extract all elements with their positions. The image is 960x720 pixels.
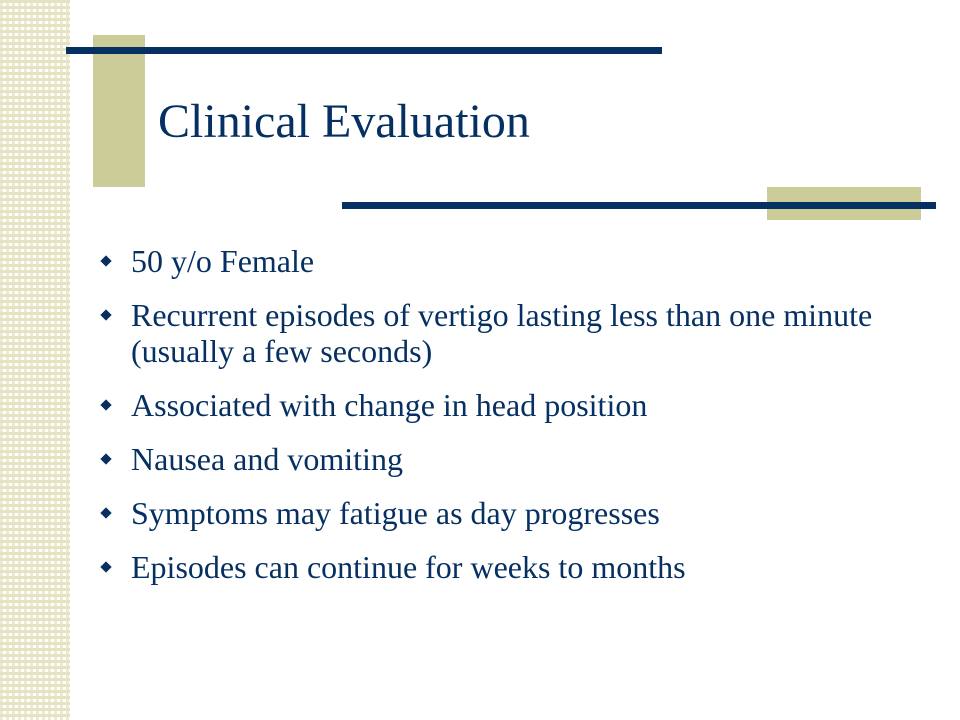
bullet-text: Episodes can continue for weeks to months — [131, 549, 686, 585]
bullet-item — [98, 243, 918, 279]
diamond-bullet-icon — [100, 255, 111, 266]
slide-title: Clinical Evaluation — [158, 95, 530, 148]
bullet-text: Nausea and vomiting — [131, 441, 403, 477]
diamond-bullet-icon — [100, 507, 111, 518]
left-stripe-band — [0, 0, 70, 720]
bullet-text: Recurrent episodes of vertigo lasting less than one minute (usually a few seconds) — [131, 297, 873, 369]
diamond-bullet-icon — [100, 309, 111, 320]
title-rule-bottom — [342, 202, 936, 209]
bullet-text: Associated with change in head position — [131, 387, 648, 423]
diamond-bullet-icon — [100, 561, 111, 572]
bullet-item — [98, 297, 918, 369]
diamond-bullet-icon — [100, 399, 111, 410]
title-accent-block — [93, 35, 145, 187]
diamond-bullet-icon — [100, 453, 111, 464]
bullet-text: Symptoms may fatigue as day progresses — [131, 495, 660, 531]
bullet-item — [98, 495, 918, 531]
bullet-item — [98, 549, 918, 585]
title-rule-top — [66, 47, 662, 54]
bullet-item — [98, 441, 918, 477]
bullet-list — [98, 243, 918, 603]
bullet-text: 50 y/o Female — [131, 243, 315, 279]
bullet-item — [98, 387, 918, 423]
